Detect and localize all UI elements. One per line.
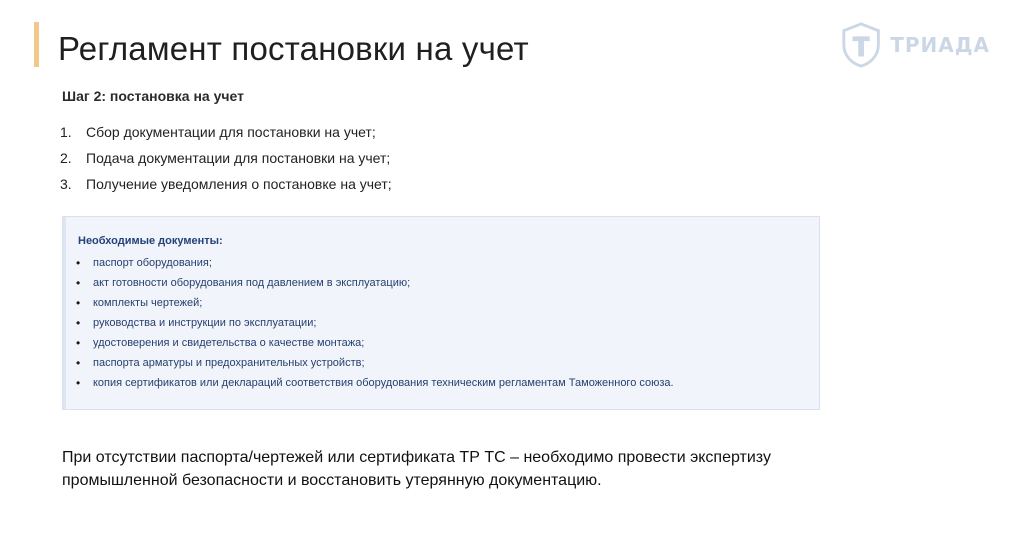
list-item	[76, 273, 674, 293]
step-heading: Шаг 2: постановка на учет	[62, 88, 244, 104]
list-item	[76, 373, 674, 393]
list-item	[76, 253, 674, 273]
logo-text: ТРИАДА	[890, 33, 990, 57]
list-item	[60, 119, 392, 145]
doc-item-text: паспорта арматуры и предохранительных устройств;	[93, 357, 365, 369]
bullet-icon: •	[76, 336, 81, 350]
required-documents-box	[62, 216, 820, 410]
doc-item-text: паспорт оборудования;	[93, 257, 212, 269]
doc-item-text: удостоверения и свидетельства о качестве монтажа;	[93, 337, 365, 349]
step-text: Получение уведомления о постановке на учет;	[86, 176, 392, 192]
bullet-icon: •	[76, 356, 81, 370]
step-text: Сбор документации для постановки на учет;	[86, 124, 376, 140]
doc-item-text: руководства и инструкции по эксплуатации;	[93, 317, 317, 329]
step-number: 2.	[60, 150, 72, 166]
docs-list	[76, 253, 674, 393]
shield-t-icon	[840, 21, 882, 69]
bullet-icon: •	[76, 376, 81, 390]
list-item	[60, 145, 392, 171]
bullet-icon: •	[76, 276, 81, 290]
doc-item-text: копия сертификатов или деклараций соответствия оборудования техническим регламентам Таможенного союза.	[93, 377, 674, 389]
doc-item-text: комплекты чертежей;	[93, 297, 203, 309]
step-number: 3.	[60, 176, 72, 192]
step-number: 1.	[60, 124, 72, 140]
list-item	[76, 333, 674, 353]
step-text: Подача документации для постановки на учет;	[86, 150, 391, 166]
page-title: Регламент постановки на учет	[58, 30, 529, 67]
company-logo	[840, 20, 990, 70]
docs-heading: Необходимые документы:	[78, 235, 223, 247]
box-edge	[63, 217, 66, 409]
steps-list	[60, 119, 392, 197]
bullet-icon: •	[76, 316, 81, 330]
title-accent-bar	[34, 22, 39, 67]
list-item	[76, 313, 674, 333]
bullet-icon: •	[76, 256, 81, 270]
list-item	[60, 171, 392, 197]
list-item	[76, 353, 674, 373]
doc-item-text: акт готовности оборудования под давлением в эксплуатацию;	[93, 277, 411, 289]
footnote-text: При отсутствии паспорта/чертежей или сертификата ТР ТС – необходимо провести экспертизу промышленной безопасности и восстановить утерянную документацию.	[62, 449, 771, 489]
bullet-icon: •	[76, 296, 81, 310]
list-item	[76, 293, 674, 313]
